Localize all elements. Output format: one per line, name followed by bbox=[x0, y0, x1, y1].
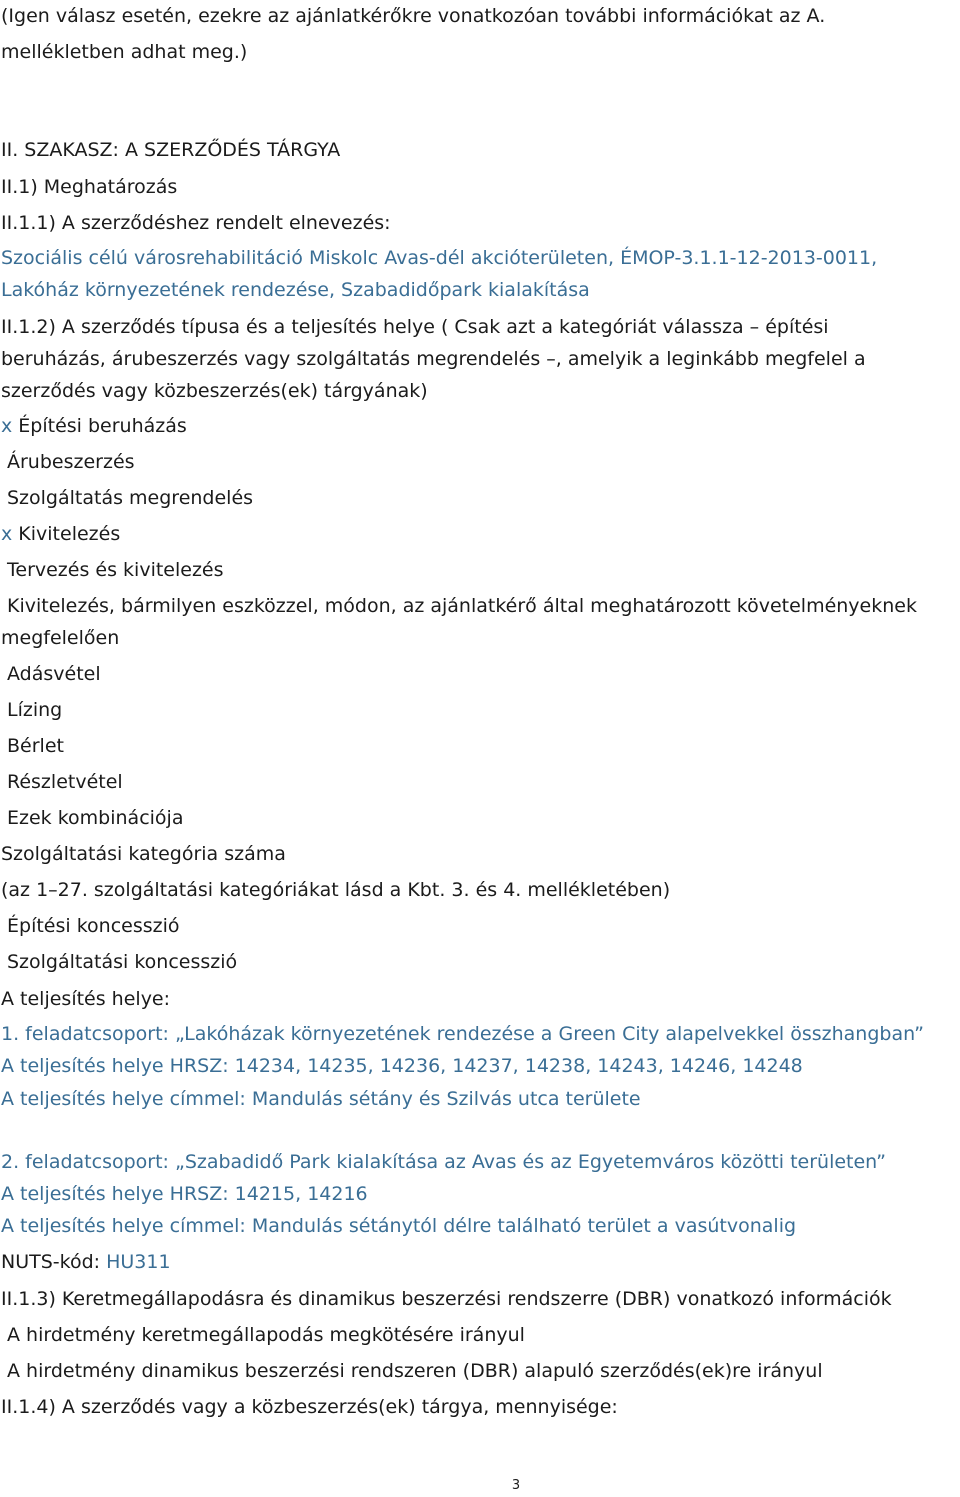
group2-address: A teljesítés helye címmel: Mandulás sétánytól délre található terület a vasútvonalig bbox=[1, 1215, 797, 1237]
subsection-title: II.1) Meghatározás bbox=[1, 176, 178, 198]
checkbox-mark-epitesi: x bbox=[1, 415, 13, 437]
group1-address: A teljesítés helye címmel: Mandulás sétány és Szilvás utca területe bbox=[1, 1088, 641, 1110]
option-kivitelezes-barmilyen-line-2: megfelelően bbox=[1, 627, 120, 649]
option-kombinacio: Ezek kombinációja bbox=[7, 807, 184, 829]
option-szolgaltatasi-koncesszio: Szolgáltatási koncesszió bbox=[7, 951, 238, 973]
place-heading: A teljesítés helye: bbox=[1, 988, 171, 1010]
option-label-kivitelezes: Kivitelezés bbox=[18, 523, 121, 545]
contract-type-heading-line-1: II.1.2) A szerződés típusa és a teljesítés helye ( Csak azt a kategóriát válassza – építési bbox=[1, 316, 829, 338]
service-category-number: Szolgáltatási kategória száma bbox=[1, 843, 286, 865]
option-szolgaltatas-megrendeles: Szolgáltatás megrendelés bbox=[7, 487, 254, 509]
contract-name-line-1: Szociális célú városrehabilitáció Miskolc Avas-dél akcióterületen, ÉMOP-3.1.1-12-2013-0011, bbox=[1, 247, 878, 269]
option-epitesi-beruhazas bbox=[1, 414, 187, 438]
service-category-note: (az 1–27. szolgáltatási kategóriákat lásd a Kbt. 3. és 4. mellékletében) bbox=[1, 879, 671, 901]
group1-hrsz: A teljesítés helye HRSZ: 14234, 14235, 14236, 14237, 14238, 14243, 14246, 14248 bbox=[1, 1055, 803, 1077]
option-epitesi-koncesszio: Építési koncesszió bbox=[7, 915, 180, 937]
framework-heading: II.1.3) Keretmegállapodásra és dinamikus beszerzési rendszerre (DBR) vonatkozó információk bbox=[1, 1288, 892, 1310]
option-lizing: Lízing bbox=[7, 699, 63, 721]
option-adasvetel: Adásvétel bbox=[7, 663, 101, 685]
nuts-label: NUTS-kód: bbox=[1, 1251, 101, 1273]
option-reszletvetel: Részletvétel bbox=[7, 771, 123, 793]
group2-hrsz: A teljesítés helye HRSZ: 14215, 14216 bbox=[1, 1183, 368, 1205]
section-title: II. SZAKASZ: A SZERZŐDÉS TÁRGYA bbox=[1, 139, 341, 161]
framework-item-1: A hirdetmény keretmegállapodás megkötésére irányul bbox=[7, 1324, 525, 1346]
intro-line-1: (Igen válasz esetén, ezekre az ajánlatkérőkre vonatkozóan további információkat az A. bbox=[1, 5, 826, 27]
page-number: 3 bbox=[511, 1478, 521, 1493]
option-kivitelezes bbox=[1, 522, 120, 546]
group2-title: 2. feladatcsoport: „Szabadidő Park kialakítása az Avas és az Egyetemváros közötti területen” bbox=[1, 1151, 887, 1173]
nuts-value: HU311 bbox=[106, 1251, 171, 1273]
option-label-epitesi: Építési beruházás bbox=[18, 415, 187, 437]
intro-line-2: mellékletben adhat meg.) bbox=[1, 41, 248, 63]
subject-heading: II.1.4) A szerződés vagy a közbeszerzés(ek) tárgya, mennyisége: bbox=[1, 1396, 618, 1418]
contract-name-line-2: Lakóház környezetének rendezése, Szabadidőpark kialakítása bbox=[1, 279, 590, 301]
option-kivitelezes-barmilyen-line-1: Kivitelezés, bármilyen eszközzel, módon, az ajánlatkérő által meghatározott követelményeknek bbox=[7, 595, 917, 617]
checkbox-mark-kivitelezes: x bbox=[1, 523, 13, 545]
contract-type-heading-line-3: szerződés vagy közbeszerzés(ek) tárgyának) bbox=[1, 380, 428, 402]
contract-name-heading: II.1.1) A szerződéshez rendelt elnevezés: bbox=[1, 212, 391, 234]
option-berlet: Bérlet bbox=[7, 735, 64, 757]
option-arubeszerzes: Árubeszerzés bbox=[7, 451, 135, 473]
group1-title: 1. feladatcsoport: „Lakóházak környezetének rendezése a Green City alapelvekkel összhangban” bbox=[1, 1023, 924, 1045]
option-tervezes-es-kivitelezes: Tervezés és kivitelezés bbox=[7, 559, 224, 581]
nuts-code bbox=[1, 1250, 171, 1274]
framework-item-2: A hirdetmény dinamikus beszerzési rendszeren (DBR) alapuló szerződés(ek)re irányul bbox=[7, 1360, 823, 1382]
contract-type-heading-line-2: beruházás, árubeszerzés vagy szolgáltatás megrendelés –, amelyik a leginkább megfelel a bbox=[1, 348, 866, 370]
